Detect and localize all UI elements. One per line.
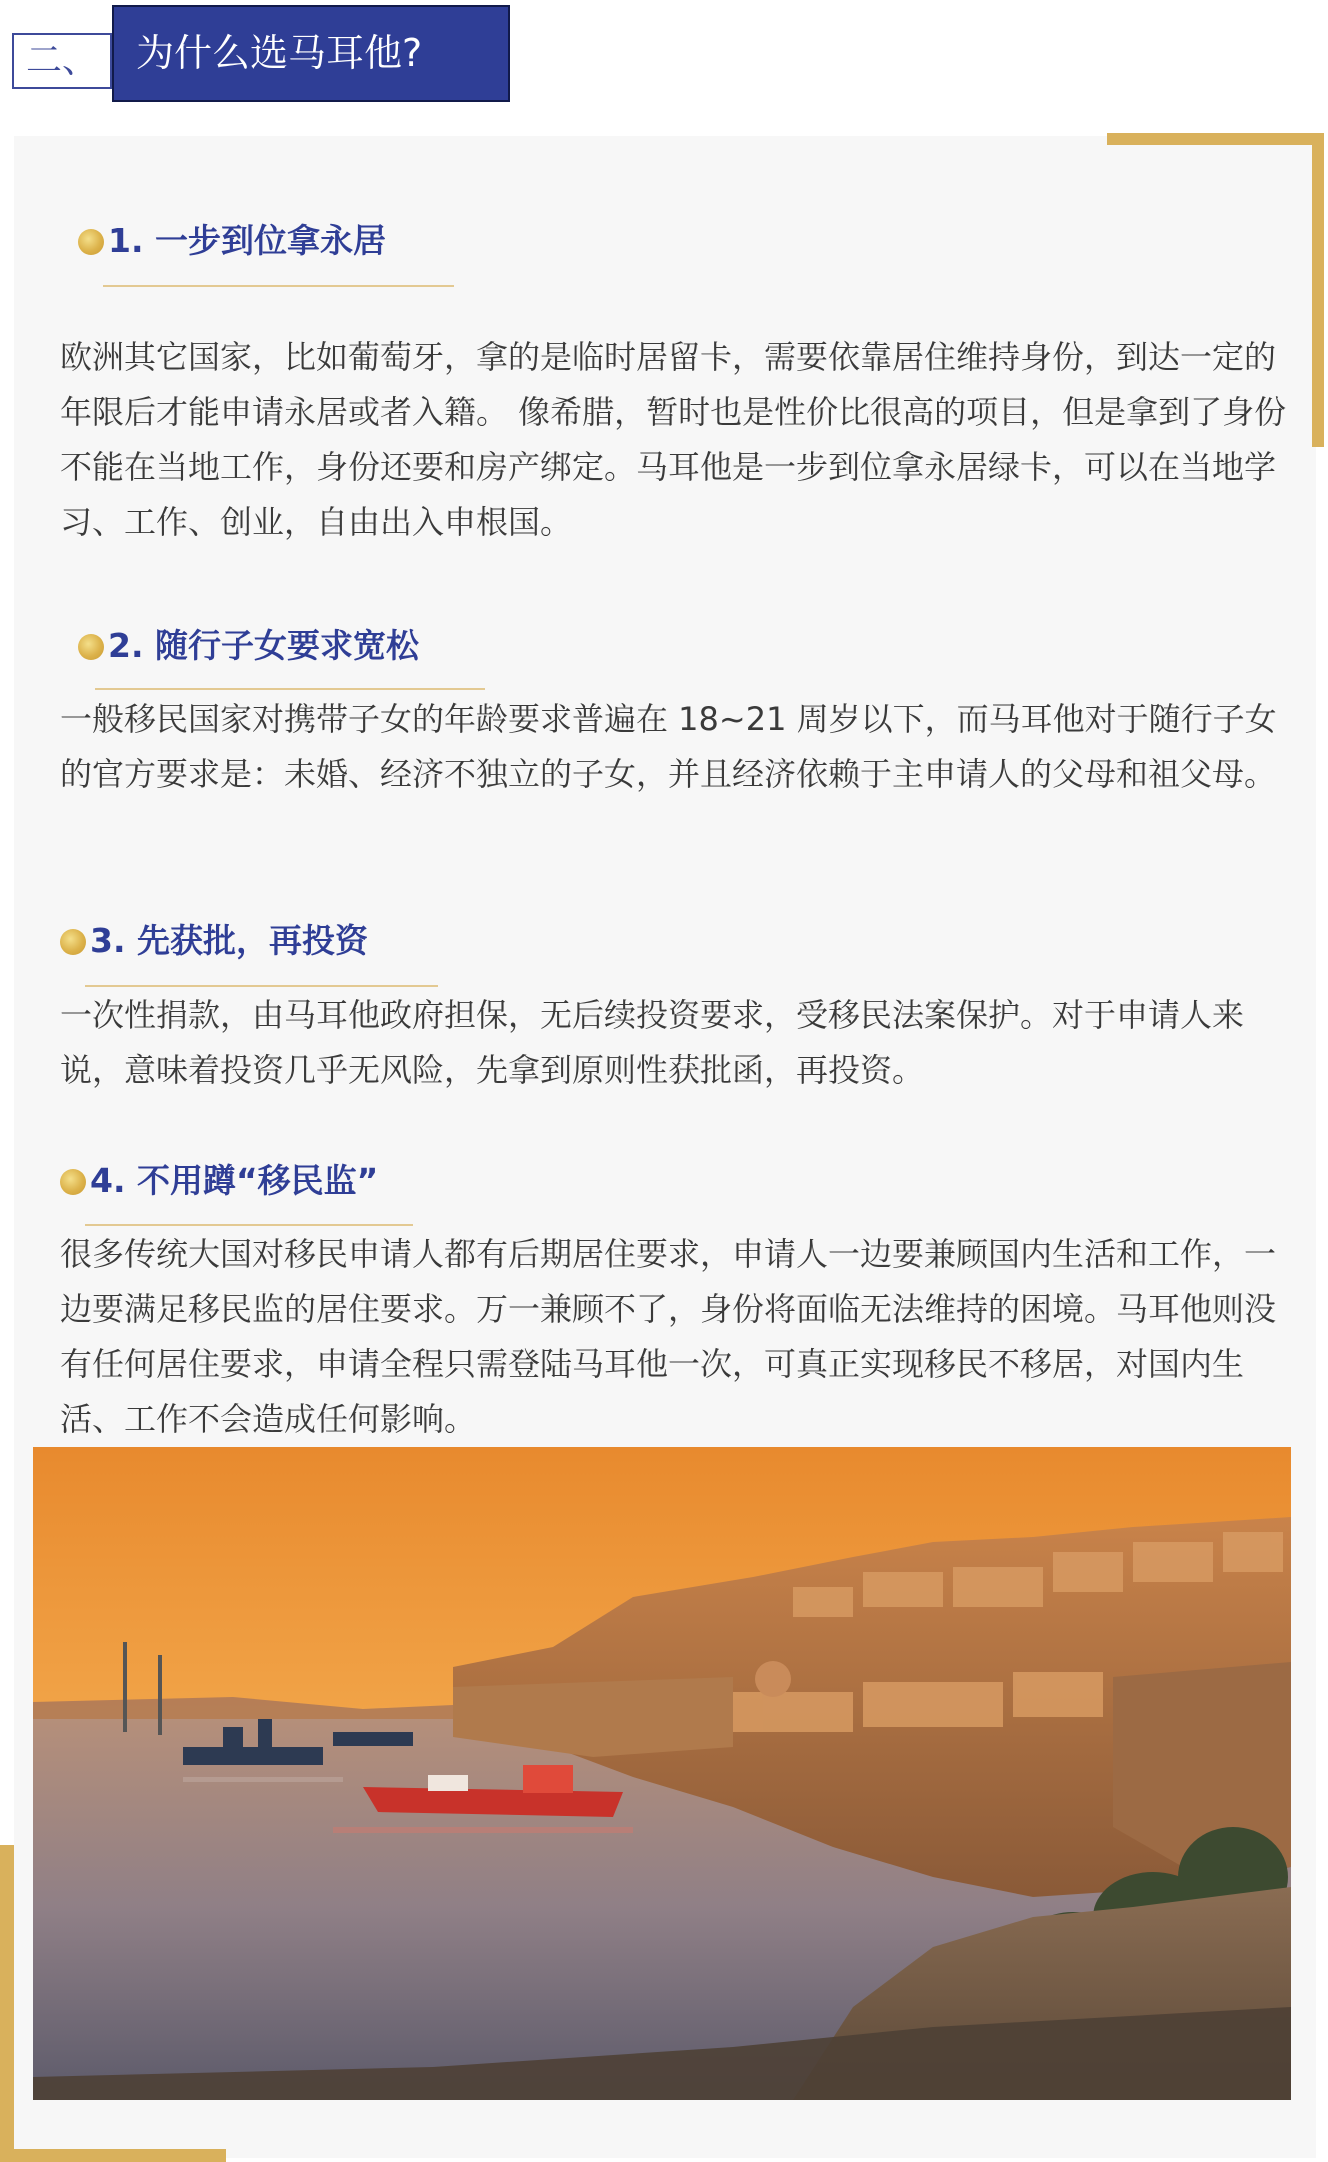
- gold-bullet-icon: [78, 229, 104, 255]
- item-1-heading: [78, 218, 386, 264]
- item-2-heading-text: 2. 随行子女要求宽松: [108, 626, 419, 665]
- item-4-heading: [60, 1158, 378, 1204]
- item-2-underline: [95, 688, 485, 690]
- item-3-heading: [60, 918, 368, 964]
- harbor-photo-illustration: [33, 1447, 1291, 2100]
- gold-corner-bottom-horizontal: [0, 2149, 226, 2162]
- harbor-city-sunset-photo: [33, 1447, 1291, 2100]
- gold-corner-top-horizontal: [1107, 133, 1324, 145]
- item-4-underline: [85, 1224, 413, 1226]
- section-title: 为什么选马耳他?: [112, 5, 510, 102]
- item-1-underline: [103, 285, 454, 287]
- item-3-underline: [85, 985, 438, 987]
- gold-bullet-icon: [60, 1169, 86, 1195]
- item-2-body: 一般移民国家对携带子女的年龄要求普遍在 18~21 周岁以下，而马耳他对于随行子女的官方要求是：未婚、经济不独立的子女，并且经济依赖于主申请人的父母和祖父母。: [60, 700, 1277, 793]
- gold-corner-top-vertical: [1312, 133, 1324, 447]
- section-number: 二、: [12, 33, 112, 89]
- item-4-heading-text: 4. 不用蹲“移民监”: [90, 1161, 379, 1200]
- gold-corner-bottom-vertical: [0, 1845, 14, 2162]
- item-2-heading: [78, 623, 419, 669]
- item-4-body: 很多传统大国对移民申请人都有后期居住要求，申请人一边要兼顾国内生活和工作，一边要满足移民监的居住要求。万一兼顾不了，身份将面临无法维持的困境。马耳他则没有任何居住要求，申请全程只需登陆马耳他一次，可真正实现移民不移居，对国内生活、工作不会造成任何影响。: [60, 1235, 1277, 1438]
- item-3-body: 一次性捐款，由马耳他政府担保，无后续投资要求，受移民法案保护。对于申请人来说，意味着投资几乎无风险，先拿到原则性获批函，再投资。: [60, 996, 1245, 1089]
- item-1-heading-text: 1. 一步到位拿永居: [108, 221, 386, 260]
- gold-bullet-icon: [60, 929, 86, 955]
- gold-bullet-icon: [78, 634, 104, 660]
- item-3-heading-text: 3. 先获批，再投资: [90, 921, 368, 960]
- item-1-body: 欧洲其它国家，比如葡萄牙，拿的是临时居留卡，需要依靠居住维持身份，到达一定的年限后才能申请永居或者入籍。 像希腊，暂时也是性价比很高的项目，但是拿到了身份不能在当地工作，身份还要和房产绑定。马耳他是一步到位拿永居绿卡，可以在当地学习、工作、创业，自由出入申根国。: [60, 338, 1287, 541]
